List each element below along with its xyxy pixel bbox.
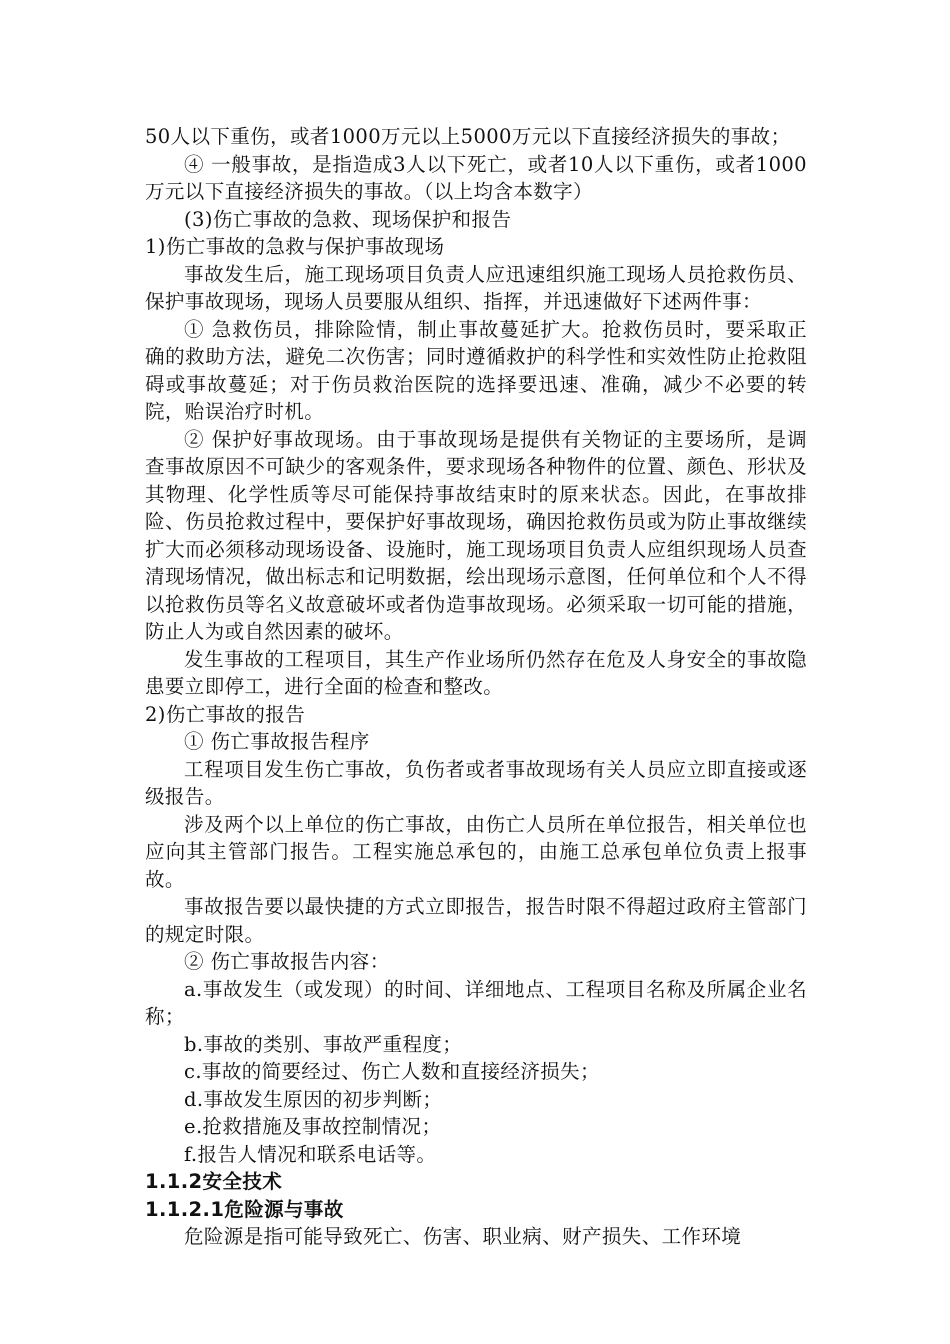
paragraph: 涉及两个以上单位的伤亡事故，由伤亡人员所在单位报告，相关单位也应向其主管部门报告。工程实施总承包的，由施工总承包单位负责上报事故。 xyxy=(145,812,807,891)
paragraph: ④ 一般事故，是指造成3人以下死亡，或者10人以下重伤，或者1000万元以下直接经济损失的事故。（以上均含本数字） xyxy=(145,152,807,203)
paragraph: 事故报告要以最快捷的方式立即报告，报告时限不得超过政府主管部门的规定时限。 xyxy=(145,895,807,946)
paragraph: 工程项目发生伤亡事故，负伤者或者事故现场有关人员应立即直接或逐级报告。 xyxy=(145,757,807,808)
subsection-heading: 2)伤亡事故的报告 xyxy=(145,702,306,726)
paragraph: 危险源是指可能导致死亡、伤害、职业病、财产损失、工作环境 xyxy=(184,1225,742,1248)
list-item: a.事故发生（或发现）的时间、详细地点、工程项目名称及所属企业名称； xyxy=(145,977,807,1028)
subsection-title: 1.1.2.1危险源与事故 xyxy=(145,1197,344,1221)
section-heading: (3)伤亡事故的急救、现场保护和报告 xyxy=(184,207,512,231)
list-item: f.报告人情况和联系电话等。 xyxy=(184,1142,437,1166)
document-page xyxy=(145,123,807,1251)
list-item: d.事故发生原因的初步判断； xyxy=(184,1087,443,1111)
list-item: b.事故的类别、事故严重程度； xyxy=(184,1032,463,1056)
list-heading: ① 伤亡事故报告程序 xyxy=(184,730,370,753)
list-heading: ② 伤亡事故报告内容： xyxy=(184,950,390,973)
section-title: 1.1.2安全技术 xyxy=(145,1170,283,1193)
subsection-heading: 1)伤亡事故的急救与保护事故现场 xyxy=(145,235,445,258)
paragraph: 50人以下重伤，或者1000万元以上5000万元以下直接经济损失的事故； xyxy=(145,125,791,148)
paragraph: ① 急救伤员，排除险情，制止事故蔓延扩大。抢救伤员时，要采取正确的救助方法，避免二次伤害；同时遵循救护的科学性和实效性防止抢救阻碍或事故蔓延；对于伤员救治医院的选择要迅速、准确，减少不必要的转院，贻误治疗时机。 xyxy=(145,317,807,423)
list-item: c.事故的简要经过、伤亡人数和直接经济损失； xyxy=(184,1060,600,1083)
paragraph: 发生事故的工程项目，其生产作业场所仍然存在危及人身安全的事故隐患要立即停工，进行全面的检查和整改。 xyxy=(145,647,807,698)
paragraph: 事故发生后，施工现场项目负责人应迅速组织施工现场人员抢救伤员、保护事故现场，现场人员要服从组织、指挥，并迅速做好下述两件事： xyxy=(145,262,807,313)
list-item: e.抢救措施及事故控制情况； xyxy=(184,1115,442,1138)
paragraph: ② 保护好事故现场。由于事故现场是提供有关物证的主要场所，是调查事故原因不可缺少的客观条件，要求现场各种物件的位置、颜色、形状及其物理、化学性质等尽可能保持事故结束时的原来状态。因此，在事故排险、伤员抢救过程中，要保护好事故现场，确因抢救伤员或为防止事故继续扩大而必须移动现场设备、设施时，施工现场项目负责人应组织现场人员查清现场情况，做出标志和记明数据，绘出现场示意图，任何单位和个人不得以抢救伤员等名义故意破坏或者伪造事故现场。必须采取一切可能的措施，防止人为或自然因素的破坏。 xyxy=(145,427,807,643)
